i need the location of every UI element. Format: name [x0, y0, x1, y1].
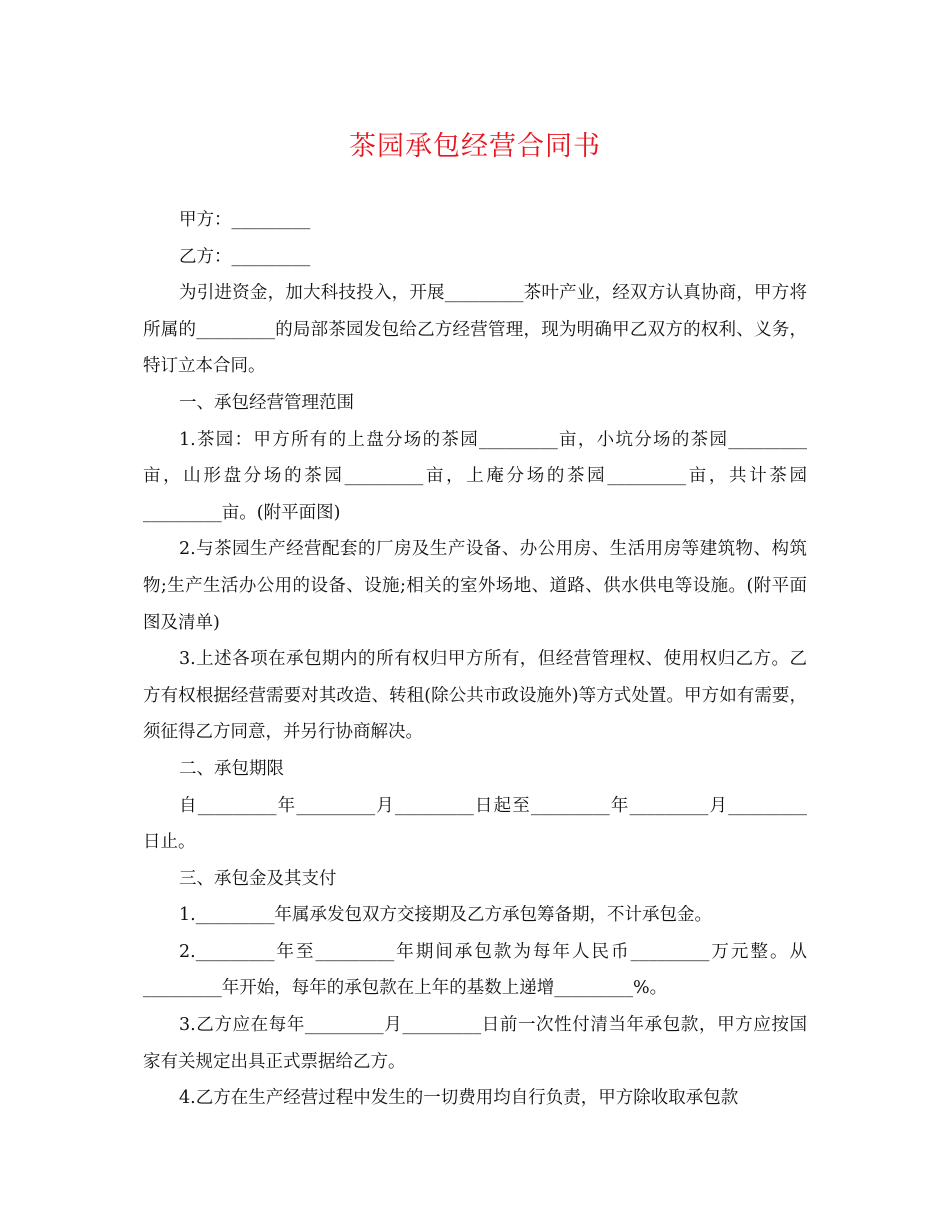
document-title: 茶园承包经营合同书 — [349, 131, 601, 162]
clause-paragraph: 自_________年_________月_________日起至_________年_________月_________日止。 — [143, 795, 807, 853]
clause-paragraph: 3.上述各项在承包期内的所有权归甲方所有，但经营管理权、使用权归乙方。乙方有权根据经营需要对其改造、转租(除公共市政设施外)等方式处置。甲方如有需要，须征得乙方同意，并另行协商解决。 — [143, 649, 807, 743]
party-a-line: 甲方：_________ — [179, 210, 311, 230]
section-heading-payment: 三、承包金及其支付 — [179, 868, 337, 889]
clause-paragraph: 2._________年至_________年期间承包款为每年人民币_________万元整。从_________年开始，每年的承包款在上年的基数上递增_________%。 — [143, 941, 807, 999]
clause-paragraph: 1._________年属承发包双方交接期及乙方承包筹备期，不计承包金。 — [179, 905, 712, 926]
section-heading-scope: 一、承包经营管理范围 — [179, 392, 354, 413]
section-heading-term: 二、承包期限 — [179, 758, 284, 779]
preamble-paragraph: 为引进资金，加大科技投入，开展_________茶叶产业，经双方认真协商，甲方将所属的_________的局部茶园发包给乙方经营管理，现为明确甲乙双方的权利、义务，特订立本合同。 — [143, 283, 807, 377]
clause-paragraph: 2.与茶园生产经营配套的厂房及生产设备、办公用房、生活用房等建筑物、构筑物;生产生活办公用的设备、设施;相关的室外场地、道路、供水供电等设施。(附平面图及清单) — [143, 539, 807, 633]
party-b-line: 乙方：_________ — [179, 246, 311, 267]
clause-paragraph: 4.乙方在生产经营过程中发生的一切费用均自行负责，甲方除收取承包款 — [179, 1088, 739, 1109]
clause-paragraph: 1.茶园：甲方所有的上盘分场的茶园_________亩，小坑分场的茶园_________亩，山形盘分场的茶园_________亩，上庵分场的茶园_________亩，共计茶园_________亩。(附平面图) — [143, 429, 807, 523]
document-body — [143, 202, 807, 1117]
clause-paragraph: 3.乙方应在每年_________月_________日前一次性付清当年承包款，甲方应按国家有关规定出具正式票据给乙方。 — [143, 1015, 807, 1072]
